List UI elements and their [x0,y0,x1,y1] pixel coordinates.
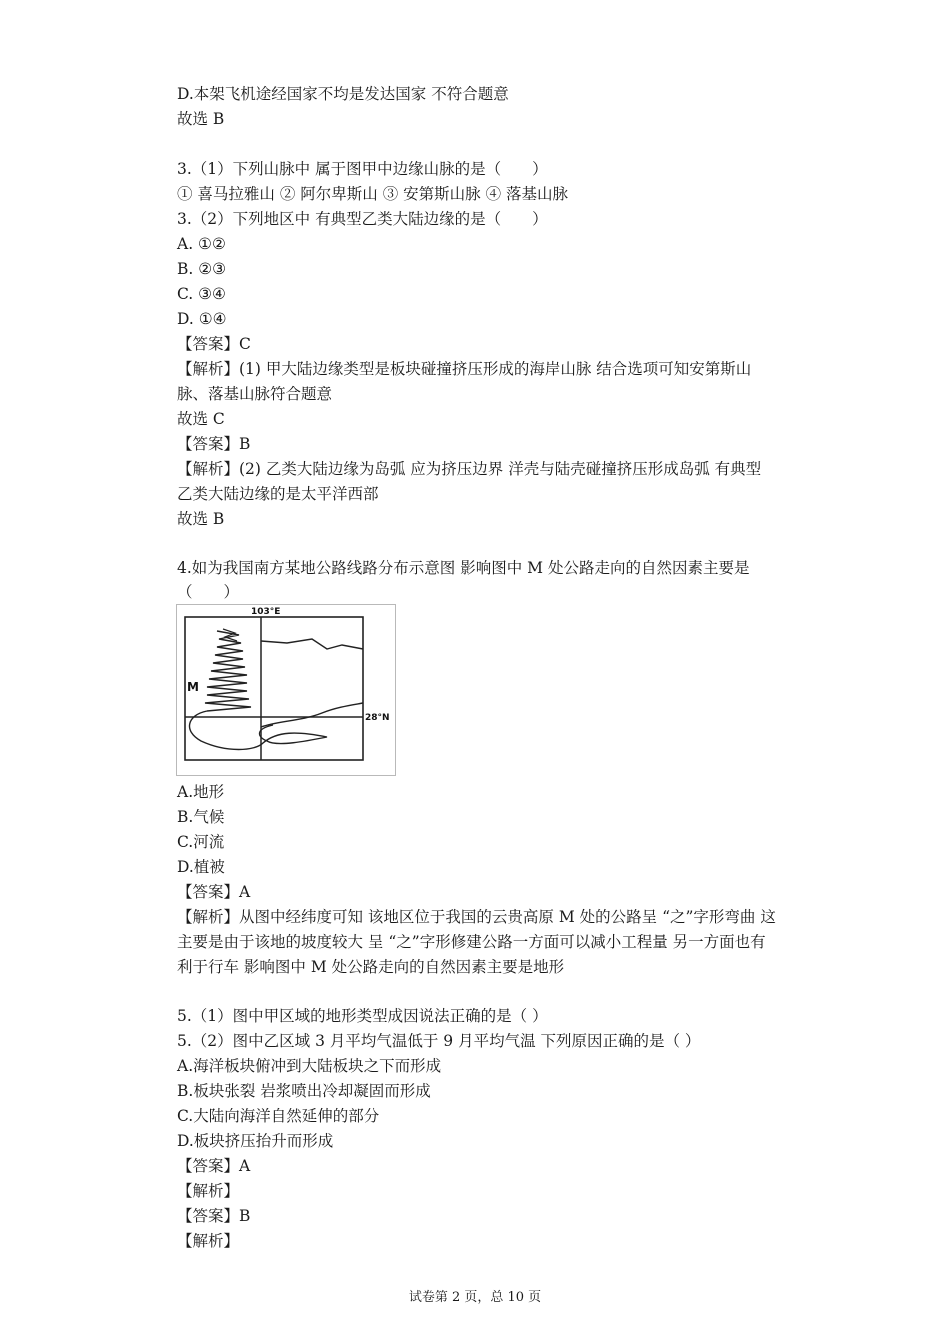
analysis-text: 主要是由于该地的坡度较大 呈 “之”字形修建公路一方面可以减小工程量 另一方面也有 [177,933,766,951]
map-frame [185,617,363,760]
road-map-figure [176,604,396,776]
question-4-paren: （ ） [177,583,240,601]
road-map-svg [177,605,397,777]
analysis-text: 乙类大陆边缘的是太平洋西部 [177,485,379,503]
latitude-label: 28°N [365,713,390,723]
answer-label: 【答案】A [177,1157,251,1175]
answer-label: 【答案】A [177,883,251,901]
answer-label: 【答案】B [177,1207,251,1225]
zigzag-road-top [223,629,237,641]
analysis-text: 【解析】从图中经纬度可知 该地区位于我国的云贵高原 M 处的公路呈 “之”字形弯曲 这 [177,908,776,926]
page-footer: 试卷第 2 页，总 10 页 [408,1290,542,1305]
road-east [261,703,363,727]
option-c: C.河流 [177,833,225,851]
option-a: A. ①② [177,235,226,253]
zigzag-road [205,631,251,711]
question-3-2: 3.（2）下列地区中 有典型乙类大陆边缘的是（ ） [177,210,548,228]
options-line: ① 喜马拉雅山 ② 阿尔卑斯山 ③ 安第斯山脉 ④ 落基山脉 [177,185,568,203]
analysis-label: 【解析】 [177,1182,240,1200]
option-d: D. ①④ [177,310,227,328]
option-b: B.气候 [177,808,225,826]
text-line: D.本架飞机途经国家不均是发达国家 不符合题意 [177,85,509,103]
question-4: 4.如为我国南方某地公路线路分布示意图 影响图中 M 处公路走向的自然因素主要是 [177,559,750,577]
longitude-label: 103°E [251,607,281,617]
option-b: B. ②③ [177,260,227,278]
text-line: 故选 B [177,510,225,528]
question-3-1: 3.（1）下列山脉中 属于图甲中边缘山脉的是（ ） [177,160,548,178]
analysis-text: 【解析】(1) 甲大陆边缘类型是板块碰撞挤压形成的海岸山脉 结合选项可知安第斯山 [177,360,752,378]
text-line: 故选 C [177,410,225,428]
option-b: B.板块张裂 岩浆喷出冷却凝固而形成 [177,1082,431,1100]
option-a: A.海洋板块俯冲到大陆板块之下而形成 [177,1057,442,1075]
option-c: C. ③④ [177,285,226,303]
option-d: D.植被 [177,858,225,876]
answer-label: 【答案】B [177,435,251,453]
question-5-2: 5.（2）图中乙区域 3 月平均气温低于 9 月平均气温 下列原因正确的是（ ） [177,1032,701,1050]
analysis-text: 【解析】(2) 乙类大陆边缘为岛弧 应为挤压边界 洋壳与陆壳碰撞挤压形成岛弧 有典型 [177,460,762,478]
option-d: D.板块挤压抬升而形成 [177,1132,334,1150]
m-marker-label: M [187,680,199,694]
analysis-label: 【解析】 [177,1232,240,1250]
option-a: A.地形 [177,783,225,801]
question-5-1: 5.（1）图中甲区域的地形类型成因说法正确的是（ ） [177,1007,548,1025]
answer-label: 【答案】C [177,335,251,353]
road-upper [261,639,363,649]
text-line: 故选 B [177,110,225,128]
analysis-text: 脉、落基山脉符合题意 [177,385,333,403]
analysis-text: 利于行车 影响图中 M 处公路走向的自然因素主要是地形 [177,958,565,976]
option-c: C.大陆向海洋自然延伸的部分 [177,1107,380,1125]
